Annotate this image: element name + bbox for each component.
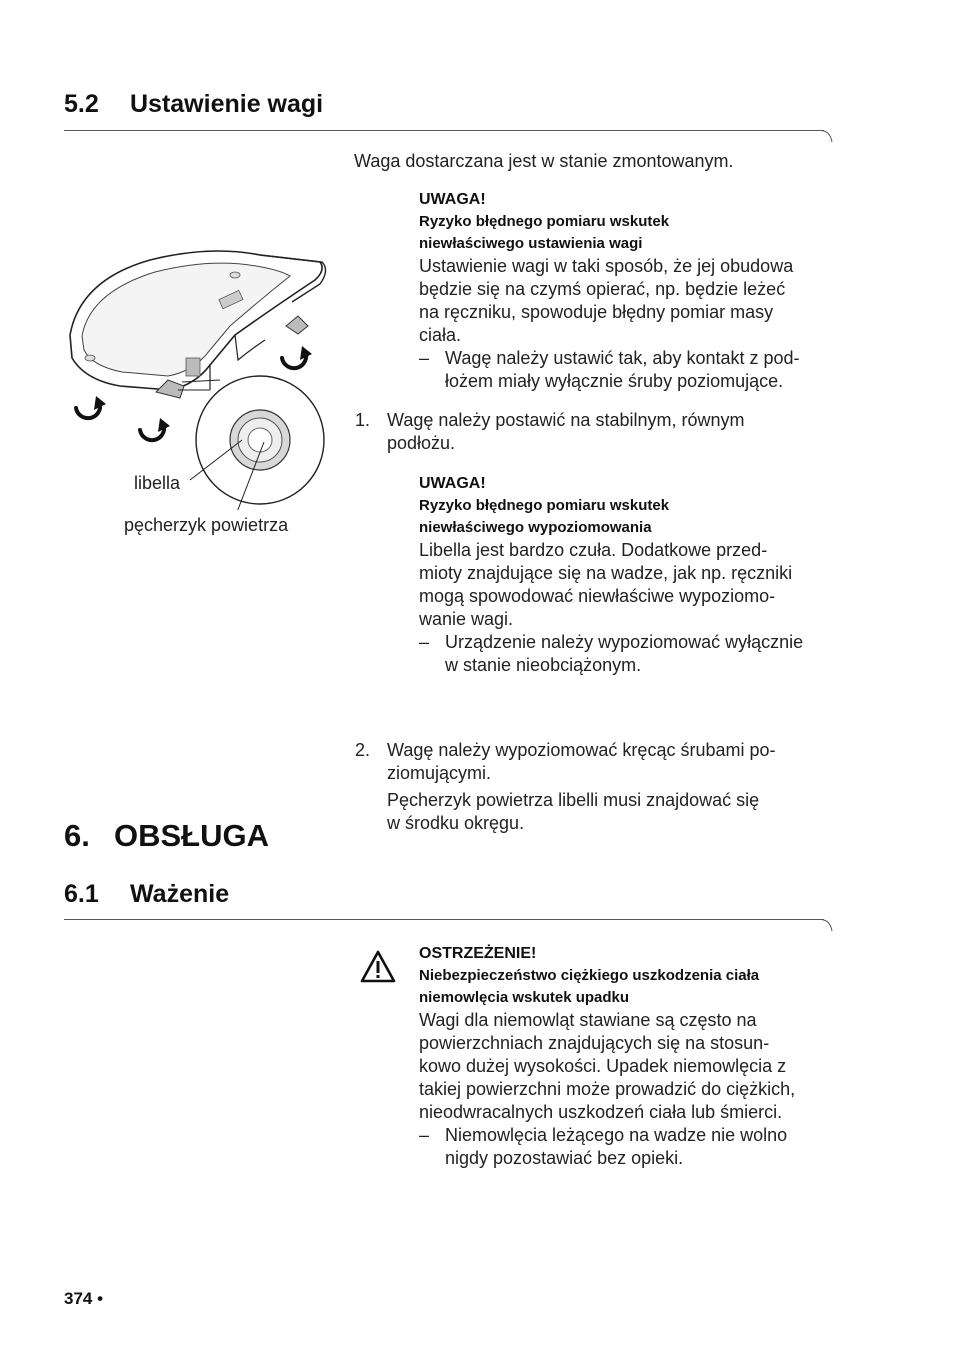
label-air-bubble: pęcherzyk powietrza: [124, 515, 289, 535]
step-2-extra-line2: w środku okręgu.: [387, 813, 525, 833]
step-2-number: 2.: [355, 740, 371, 760]
section-6-1-heading: [64, 880, 229, 909]
note-1-body-line3: na ręczniku, spowoduje błędny pomiar masy: [419, 302, 774, 322]
warning-body-line1: Wagi dla niemowląt stawiane są często na: [419, 1010, 757, 1030]
note-2: [419, 473, 844, 677]
note-2-subtitle-line2: niewłaściwego wypoziomowania: [419, 519, 652, 536]
section-5-2-rule: [64, 130, 824, 131]
step-2: [355, 739, 857, 835]
warning-subtitle-line2: niemowlęcia wskutek upadku: [419, 989, 630, 1006]
step-1-number: 1.: [355, 410, 371, 430]
step-2-extra-line1: Pęcherzyk powietrza libelli musi znajdować się: [387, 790, 760, 810]
chapter-6-number: 6.: [64, 818, 90, 853]
note-1: [419, 189, 844, 393]
step-1-line2: podłożu.: [387, 433, 456, 453]
note-1-bullet-line1: Wagę należy ustawić tak, aby kontakt z pod-: [445, 348, 800, 368]
note-2-body-line1: Libella jest bardzo czuła. Dodatkowe przed-: [419, 540, 768, 560]
note-1-bullet-dash: –: [419, 348, 430, 368]
warning-body-line2: powierzchniach znajdujących się na stosun-: [419, 1033, 770, 1053]
note-1-body-line2: będzie się na czymś opierać, np. będzie leżeć: [419, 279, 786, 299]
step-2-line1: Wagę należy wypoziomować kręcąc śrubami po-: [387, 740, 776, 760]
section-6-1-title: Ważenie: [130, 880, 230, 908]
section-5-2-rule-hook: [820, 130, 836, 144]
section-5-2-title: Ustawienie wagi: [130, 90, 324, 118]
warning-body-line5: nieodwracalnych uszkodzeń ciała lub śmierci.: [419, 1102, 783, 1122]
step-2-line2: ziomującymi.: [387, 763, 492, 783]
warning-body-line4: takiej powierzchni może prowadzić do ciężkich,: [419, 1079, 796, 1099]
section-5-2-heading: [64, 90, 323, 119]
section-6-1-rule-hook: [820, 919, 836, 933]
note-1-subtitle-line2: niewłaściwego ustawienia wagi: [419, 235, 643, 252]
note-2-bullet-line1: Urządzenie należy wypoziomować wyłącznie: [445, 632, 804, 652]
note-1-title: UWAGA!: [419, 191, 486, 208]
section-5-2-number: 5.2: [64, 90, 99, 118]
intro-text: Waga dostarczana jest w stanie zmontowanym.: [354, 151, 734, 171]
warning-title: OSTRZEŻENIE!: [419, 945, 537, 962]
step-1: [355, 409, 847, 455]
page-number: 374 •: [64, 1289, 104, 1308]
note-2-bullet-line2: w stanie nieobciążonym.: [445, 655, 642, 675]
warning-triangle-icon: [360, 950, 396, 984]
note-2-bullet-dash: –: [419, 632, 430, 652]
note-2-title: UWAGA!: [419, 475, 486, 492]
warning-body-line3: kowo dużej wysokości. Upadek niemowlęcia z: [419, 1056, 787, 1076]
note-2-body-line2: mioty znajdujące się na wadze, jak np. ręczniki: [419, 563, 793, 583]
step-1-line1: Wagę należy postawić na stabilnym, równym: [387, 410, 745, 430]
scale-illustration: [60, 240, 340, 510]
chapter-6-title: OBSŁUGA: [114, 818, 269, 853]
label-libella: libella: [134, 473, 181, 493]
note-2-body-line3: mogą spowodować niewłaściwe wypoziomo-: [419, 586, 776, 606]
note-2-bullet: [419, 631, 844, 677]
note-2-body-line4: wanie wagi.: [419, 609, 514, 629]
warning-subtitle-line1: Niebezpieczeństwo ciężkiego uszkodzenia ciała: [419, 967, 760, 984]
section-6-1-rule: [64, 919, 824, 920]
chapter-6-heading: [64, 818, 269, 854]
warning-bullet: [419, 1124, 849, 1170]
section-6-1-number: 6.1: [64, 880, 99, 908]
warning-bullet-line1: Niemowlęcia leżącego na wadze nie wolno: [445, 1125, 788, 1145]
warning-bullet-dash: –: [419, 1125, 430, 1145]
warning-bullet-line2: nigdy pozostawiać bez opieki.: [445, 1148, 684, 1168]
note-1-bullet: [419, 347, 844, 393]
note-1-body-line1: Ustawienie wagi w taki sposób, że jej obudowa: [419, 256, 794, 276]
warning-block: [419, 943, 849, 1170]
note-2-subtitle-line1: Ryzyko błędnego pomiaru wskutek: [419, 497, 670, 514]
note-1-bullet-line2: łożem miały wyłącznie śruby poziomujące.: [445, 371, 784, 391]
note-1-body-line4: ciała.: [419, 325, 462, 345]
note-1-subtitle-line1: Ryzyko błędnego pomiaru wskutek: [419, 213, 670, 230]
